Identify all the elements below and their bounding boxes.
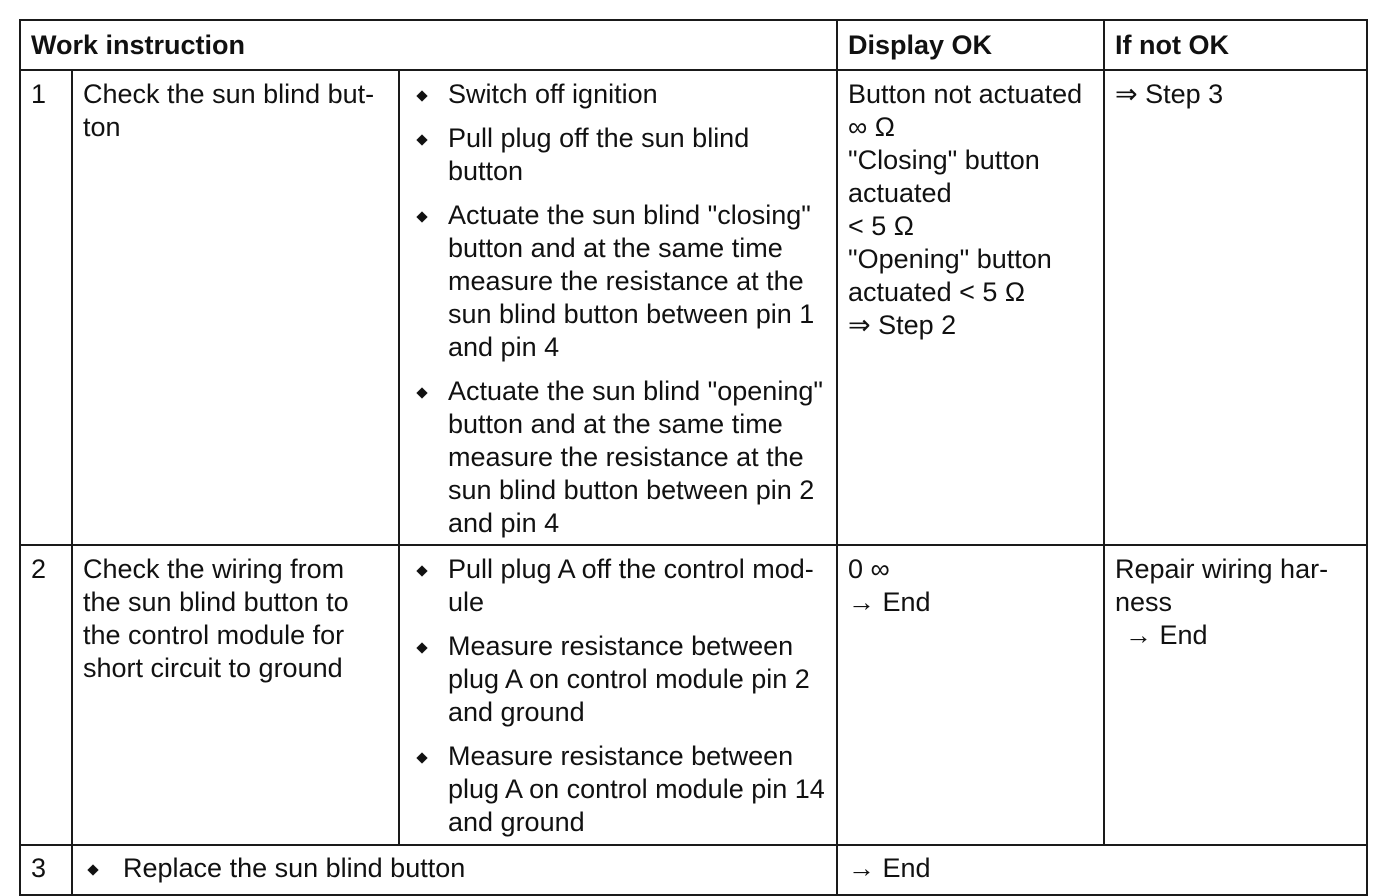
if-not-ok-cell (1104, 70, 1367, 545)
action-list (410, 78, 826, 540)
action-item (410, 375, 826, 540)
task-description: Check the sun blind but-ton (72, 70, 399, 545)
display-ok-line: ⇒ Step 2 (848, 310, 957, 340)
diamond-bullet-icon (416, 90, 427, 101)
action-item (410, 122, 826, 188)
display-ok-cell: → End (837, 845, 1367, 895)
action-text: Replace the sun blind button (123, 853, 466, 883)
display-ok-line: Button not actuated (848, 79, 1083, 109)
action-text: Actuate the sun blind "closing" button and at the same time measure the resistance at the sun blind button between pin 1 and pin 4 (448, 200, 815, 362)
diamond-bullet-icon (416, 134, 427, 145)
header-if-not-ok: If not OK (1104, 20, 1367, 70)
action-text: Switch off ignition (448, 79, 658, 109)
task-description: Check the wiring from the sun blind button to the control module for short circuit to ground (72, 545, 399, 845)
action-text: Measure resistance between plug A on control module pin 2 and ground (448, 631, 810, 727)
diamond-bullet-icon (87, 864, 98, 875)
diamond-bullet-icon (416, 211, 427, 222)
if-not-ok-line: Repair wiring har-ness (1115, 554, 1329, 617)
header-display-ok: Display OK (837, 20, 1104, 70)
table-row (20, 70, 1367, 545)
diamond-bullet-icon (416, 565, 427, 576)
action-list-cell (399, 70, 837, 545)
if-not-ok-cell (1104, 545, 1367, 845)
action-list (410, 553, 826, 839)
action-item (83, 852, 826, 885)
display-ok-line: "Opening" button actuated < 5 Ω (848, 244, 1052, 307)
action-text: Pull plug A off the control mod-ule (448, 554, 814, 617)
display-ok-line: → End (848, 587, 931, 617)
step-number: 2 (20, 545, 72, 845)
action-list-cell (72, 845, 837, 895)
display-ok-cell (837, 70, 1104, 545)
header-row (20, 20, 1367, 70)
action-text: Actuate the sun blind "opening" button and at the same time measure the resistance at the sun blind button between pin 2 and pin 4 (448, 376, 823, 538)
display-ok-line: "Closing" button actuated (848, 145, 1040, 208)
action-item (410, 78, 826, 111)
step-number: 1 (20, 70, 72, 545)
action-text: Pull plug off the sun blind button (448, 123, 750, 186)
diamond-bullet-icon (416, 752, 427, 763)
work-instruction-table (19, 19, 1368, 896)
action-item (410, 553, 826, 619)
display-ok-line: ∞ Ω (848, 112, 895, 142)
action-list-cell (399, 545, 837, 845)
diamond-bullet-icon (416, 387, 427, 398)
display-ok-line: < 5 Ω (848, 211, 914, 241)
action-item (410, 630, 826, 729)
table-row (20, 545, 1367, 845)
display-ok-cell (837, 545, 1104, 845)
display-ok-line: 0 ∞ (848, 554, 890, 584)
action-item (410, 740, 826, 839)
if-not-ok-line: → End (1125, 620, 1208, 650)
header-work-instruction: Work instruction (20, 20, 837, 70)
step-number: 3 (20, 845, 72, 895)
diamond-bullet-icon (416, 642, 427, 653)
if-not-ok-line: ⇒ Step 3 (1115, 79, 1224, 109)
action-item (410, 199, 826, 364)
table-row (20, 845, 1367, 895)
action-text: Measure resistance between plug A on control module pin 14 and ground (448, 741, 825, 837)
